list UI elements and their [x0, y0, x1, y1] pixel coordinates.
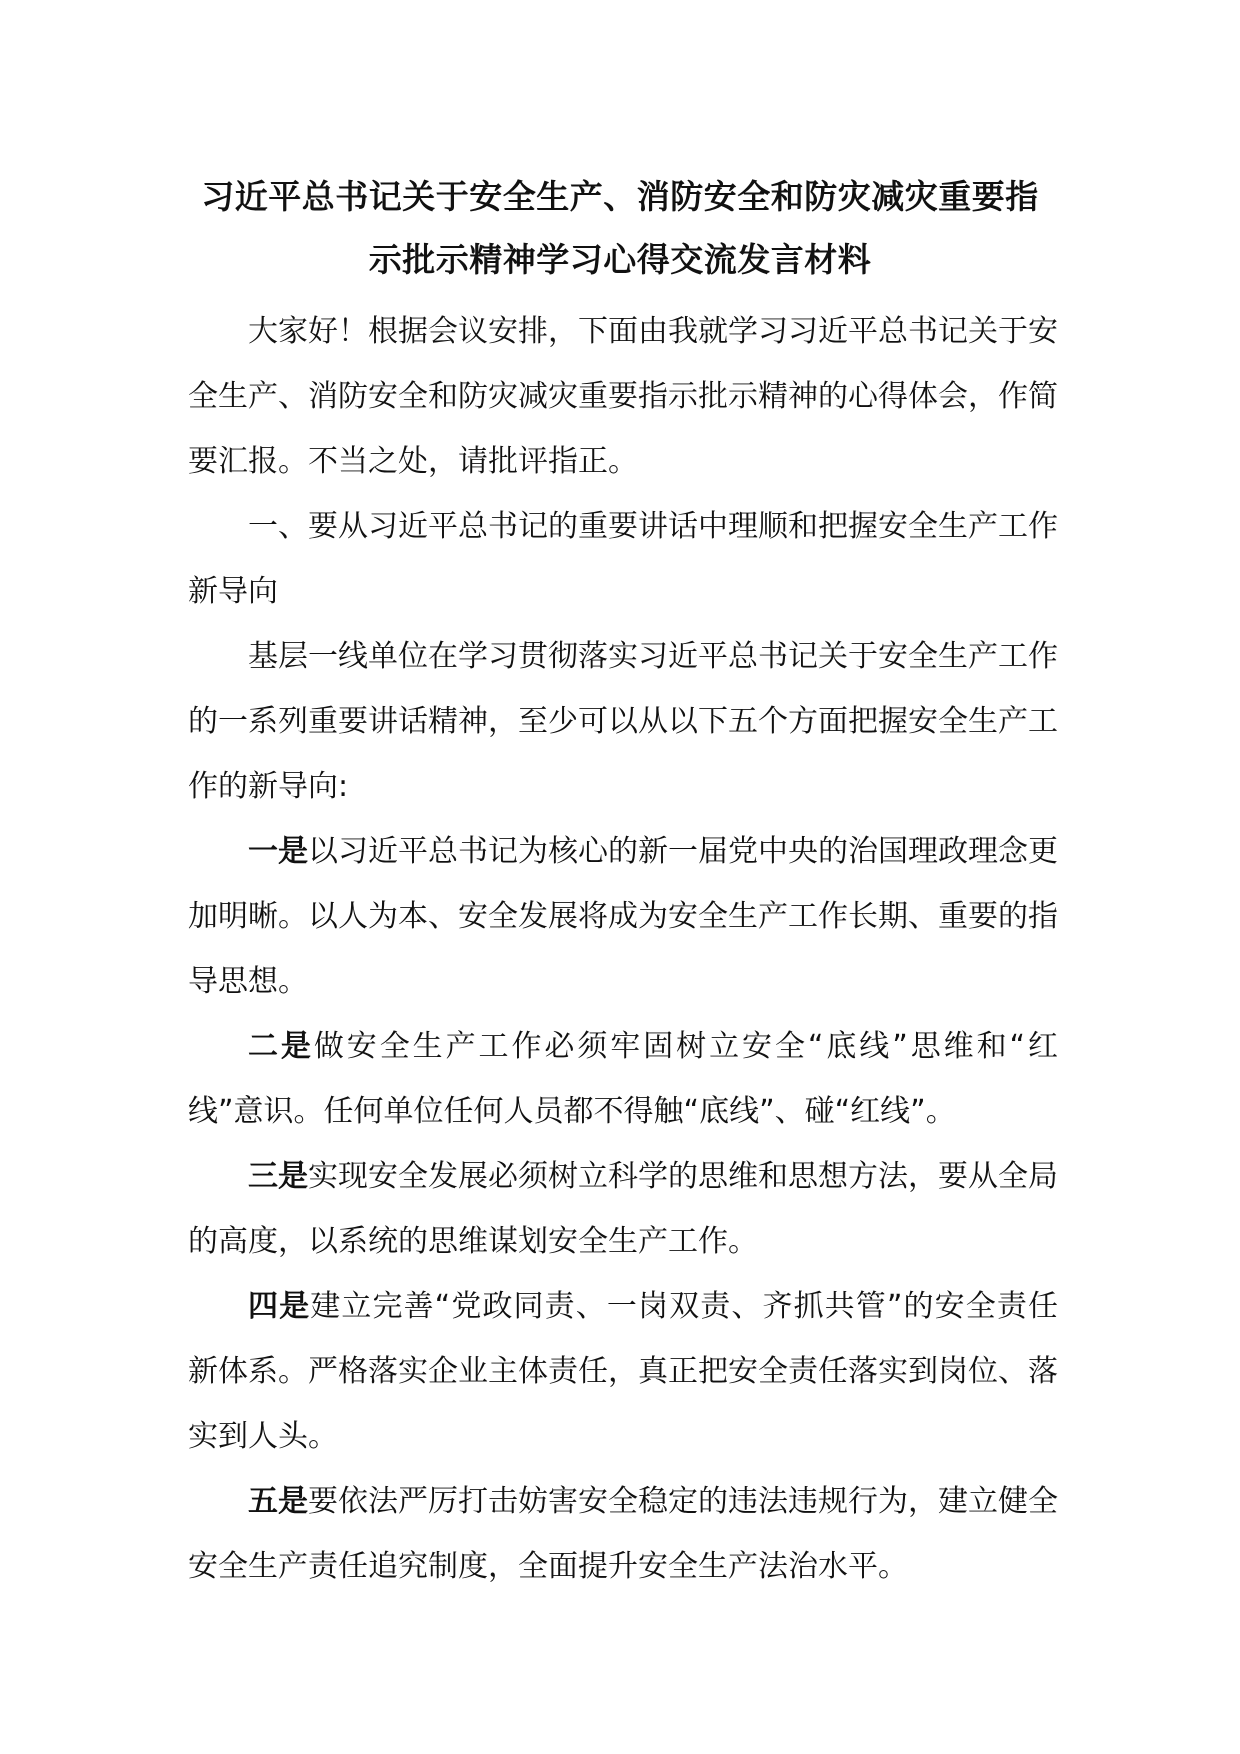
document-title-line-1: 习近平总书记关于安全生产、消防安全和防灾减灾重要指 — [201, 177, 1039, 216]
paragraph-intro — [188, 299, 1058, 494]
paragraph-lead: 三是 — [248, 1159, 308, 1194]
paragraph-lead: 一是 — [248, 834, 308, 869]
paragraph-lead: 五是 — [248, 1484, 308, 1519]
paragraph-point-5 — [188, 1469, 1058, 1599]
paragraph-text: 大家好！根据会议安排，下面由我就学习习近平总书记关于安全生产、消防安全和防灾减灾重要指示批示精神的心得体会，作简要汇报。不当之处，请批评指正。 — [188, 314, 1058, 479]
paragraph-text: 做安全生产工作必须牢固树立安全“底线”思维和“红线”意识。任何单位任何人员都不得触“底线”、碰“红线”。 — [188, 1029, 1058, 1129]
section-heading — [188, 494, 1058, 624]
paragraph-text: 一、要从习近平总书记的重要讲话中理顺和把握安全生产工作新导向 — [188, 509, 1058, 609]
document-title-line-2: 示批示精神学习心得交流发言材料 — [368, 240, 872, 279]
paragraph-point-4 — [188, 1274, 1058, 1469]
paragraph-lead: 四是 — [248, 1289, 311, 1324]
paragraph-point-3 — [188, 1144, 1058, 1274]
paragraph-overview — [188, 624, 1058, 819]
document-body — [188, 299, 1058, 1599]
paragraph-text: 以习近平总书记为核心的新一届党中央的治国理政理念更加明晰。以人为本、安全发展将成为安全生产工作长期、重要的指导思想。 — [188, 834, 1058, 999]
paragraph-text: 基层一线单位在学习贯彻落实习近平总书记关于安全生产工作的一系列重要讲话精神，至少可以从以下五个方面把握安全生产工作的新导向: — [188, 639, 1058, 804]
paragraph-point-2 — [188, 1014, 1058, 1144]
paragraph-lead: 二是 — [248, 1029, 314, 1064]
paragraph-point-1 — [188, 819, 1058, 1014]
paragraph-text: 实现安全发展必须树立科学的思维和思想方法，要从全局的高度，以系统的思维谋划安全生产工作。 — [188, 1159, 1058, 1259]
paragraph-text: 建立完善“党政同责、一岗双责、齐抓共管”的安全责任新体系。严格落实企业主体责任，真正把安全责任落实到岗位、落实到人头。 — [188, 1289, 1059, 1454]
paragraph-text: 要依法严厉打击妨害安全稳定的违法违规行为，建立健全安全生产责任追究制度，全面提升安全生产法治水平。 — [188, 1484, 1058, 1584]
